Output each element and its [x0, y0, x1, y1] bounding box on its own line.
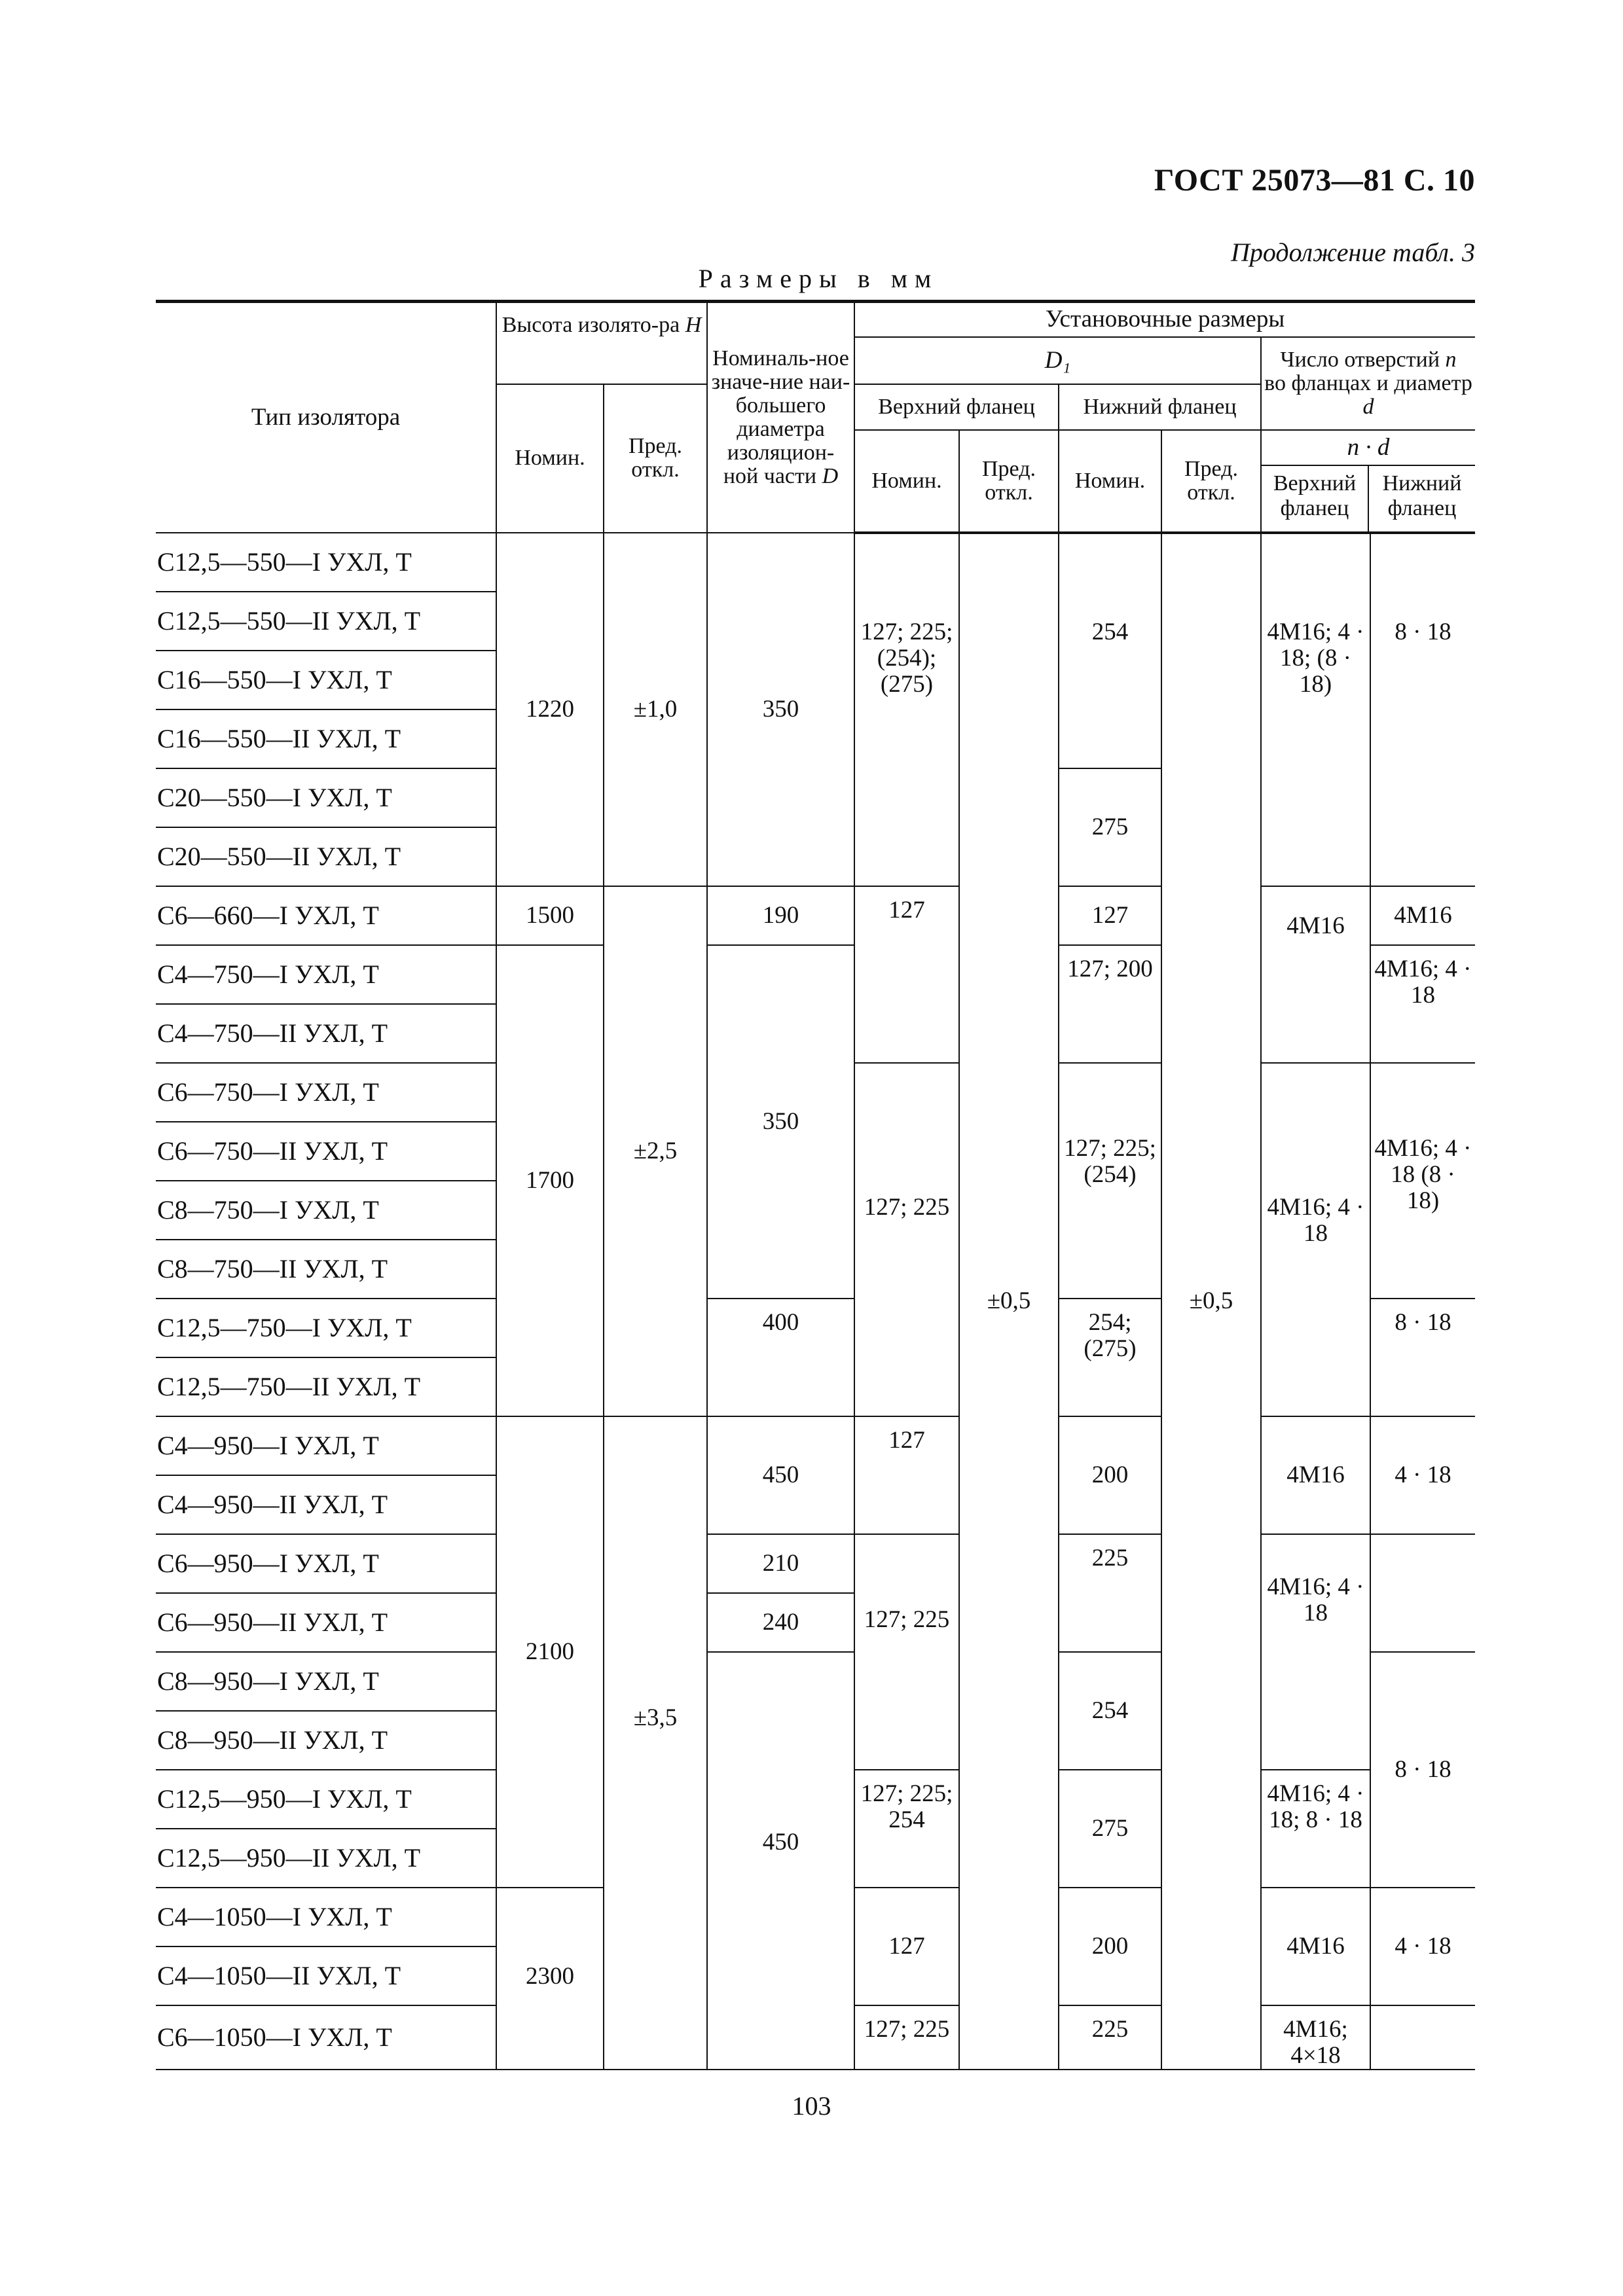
lower-nom-cell: 254 [1059, 1652, 1161, 1770]
header-height-nom: Номин. [496, 384, 604, 533]
table-row-type: С20—550—II УХЛ, Т [156, 827, 496, 886]
table-row-type: С8—750—I УХЛ, Т [156, 1181, 496, 1240]
height-nom-cell: 2100 [496, 1416, 604, 1888]
lower-nom-cell: 127; 225; (254) [1059, 1063, 1161, 1299]
table-row-type: С8—950—II УХЛ, Т [156, 1711, 496, 1770]
height-tol-cell: ±2,5 [604, 886, 707, 1416]
header-lower-tol: Пред. откл. [1161, 430, 1261, 533]
header-diameter: Номиналь-ное значе-ние наи-большего диаметра изоляцион-ной части D [707, 302, 854, 533]
holes-lower-cell: 4 · 18 [1370, 1416, 1475, 1534]
lower-nom-cell: 225 [1059, 2005, 1161, 2070]
holes-upper-cell: 4М16; 4 · 18; (8 · 18) [1261, 533, 1370, 886]
height-tol-cell: ±3,5 [604, 1416, 707, 2070]
header-height: Высота изолято-ра H [496, 302, 707, 384]
table-row-type: С6—660—I УХЛ, Т [156, 886, 496, 945]
table-row-type: С20—550—I УХЛ, Т [156, 768, 496, 827]
upper-nom-cell: 127; 225 [854, 2005, 959, 2070]
diameter-cell: 350 [707, 945, 854, 1299]
holes-lower-cell [1370, 2005, 1475, 2070]
holes-lower-cell: 4 · 18 [1370, 1888, 1475, 2005]
lower-nom-cell: 275 [1059, 768, 1161, 886]
table-row-type: С4—1050—II УХЛ, Т [156, 1946, 496, 2005]
holes-lower-cell: 4М16; 4 · 18 [1370, 945, 1475, 1063]
table-row-type: С6—750—II УХЛ, Т [156, 1122, 496, 1181]
running-head: ГОСТ 25073—81 С. 10 [1154, 163, 1475, 198]
lower-nom-cell: 254; (275) [1059, 1299, 1161, 1416]
table-row-type: С4—950—I УХЛ, Т [156, 1416, 496, 1475]
lower-nom-cell: 127 [1059, 886, 1161, 945]
holes-upper-cell: 4М16 [1261, 886, 1370, 1063]
lower-nom-cell: 127; 200 [1059, 945, 1161, 1063]
lower-nom-cell: 254 [1059, 533, 1161, 768]
height-nom-cell: 2300 [496, 1888, 604, 2070]
upper-nom-cell: 127; 225 [854, 1534, 959, 1770]
height-nom-cell: 1500 [496, 886, 604, 945]
holes-lower-cell: 8 · 18 [1370, 533, 1475, 886]
lower-nom-cell: 200 [1059, 1888, 1161, 2005]
header-holes: Число отверстий n во фланцах и диаметр d [1261, 337, 1475, 430]
holes-upper-cell: 4М16 [1261, 1888, 1370, 2005]
height-tol-cell: ±1,0 [604, 533, 707, 886]
diameter-cell: 450 [707, 1416, 854, 1534]
diameter-cell: 190 [707, 886, 854, 945]
table-row-type: С8—950—I УХЛ, Т [156, 1652, 496, 1711]
holes-lower-cell: 8 · 18 [1370, 1652, 1475, 1888]
holes-upper-cell: 4М16; 4 · 18 [1261, 1063, 1370, 1416]
table-row-type: С12,5—750—I УХЛ, Т [156, 1299, 496, 1357]
table-row-type: С12,5—950—II УХЛ, Т [156, 1829, 496, 1888]
table-row-type: С8—750—II УХЛ, Т [156, 1240, 496, 1299]
header-type: Тип изолятора [156, 302, 496, 533]
units-caption: Размеры в мм [698, 264, 939, 293]
diameter-cell: 450 [707, 1652, 854, 2070]
lower-tol-cell: ±0,5 [1161, 533, 1261, 2070]
holes-lower-cell: 4М16; 4 · 18 (8 · 18) [1370, 1063, 1475, 1299]
lower-nom-cell: 200 [1059, 1416, 1161, 1534]
table-row-type: С16—550—II УХЛ, Т [156, 709, 496, 768]
header-upper-short: Верхний фланец [1262, 466, 1369, 531]
lower-nom-cell: 225 [1059, 1534, 1161, 1652]
height-nom-cell: 1220 [496, 533, 604, 886]
header-height-tol: Пред. откл. [604, 384, 707, 533]
diameter-cell: 350 [707, 533, 854, 886]
header-mounting: Установочные размеры [854, 302, 1475, 337]
page-number: 103 [792, 2091, 831, 2121]
holes-upper-cell: 4М16; 4 · 18 [1261, 1534, 1370, 1770]
table-row-type: С12,5—750—II УХЛ, Т [156, 1357, 496, 1416]
header-lower-flange: Нижний фланец [1059, 384, 1261, 430]
holes-lower-cell: 4М16 [1370, 886, 1475, 945]
header-lower-short: Нижний фланец [1382, 471, 1462, 520]
upper-nom-cell: 127; 225; 254 [854, 1770, 959, 1888]
table-continuation-note: Продолжение табл. 3 [1230, 238, 1475, 267]
diameter-cell: 210 [707, 1534, 854, 1593]
header-nd: n · d [1262, 431, 1475, 466]
table-row-type: С6—950—I УХЛ, Т [156, 1534, 496, 1593]
lower-nom-cell: 275 [1059, 1770, 1161, 1888]
table-row-type: С4—750—II УХЛ, Т [156, 1004, 496, 1063]
insulator-dimensions-table [156, 300, 1475, 2070]
header-lower-nom: Номин. [1059, 430, 1161, 533]
holes-upper-cell: 4М16; 4×18 [1261, 2005, 1370, 2070]
table-row-type: С12,5—550—I УХЛ, Т [156, 533, 496, 592]
diameter-cell: 400 [707, 1299, 854, 1416]
upper-nom-cell: 127; 225; (254); (275) [854, 533, 959, 886]
height-nom-cell: 1700 [496, 945, 604, 1416]
diameter-cell: 240 [707, 1593, 854, 1652]
table-row-type: С12,5—950—I УХЛ, Т [156, 1770, 496, 1829]
holes-lower-cell: 8 · 18 [1370, 1299, 1475, 1416]
upper-tol-cell: ±0,5 [959, 533, 1059, 2070]
header-upper-tol: Пред. откл. [959, 430, 1059, 533]
holes-lower-cell [1370, 1534, 1475, 1652]
table-row-type: С12,5—550—II УХЛ, Т [156, 592, 496, 651]
table-row-type: С6—950—II УХЛ, Т [156, 1593, 496, 1652]
holes-upper-cell: 4М16; 4 · 18; 8 · 18 [1261, 1770, 1370, 1888]
upper-nom-cell: 127; 225 [854, 1063, 959, 1416]
header-upper-flange: Верхний фланец [854, 384, 1059, 430]
header-upper-nom: Номин. [854, 430, 959, 533]
header-nd-group [1261, 430, 1475, 533]
upper-nom-cell: 127 [854, 1416, 959, 1534]
table-row-type: С4—750—I УХЛ, Т [156, 945, 496, 1004]
table-row-type: С4—1050—I УХЛ, Т [156, 1888, 496, 1946]
table-row-type: С4—950—II УХЛ, Т [156, 1475, 496, 1534]
upper-nom-cell: 127 [854, 886, 959, 1063]
table-row-type: С16—550—I УХЛ, Т [156, 651, 496, 709]
header-d1: D₁ [854, 337, 1261, 384]
table-row-type: С6—1050—I УХЛ, Т [156, 2005, 496, 2070]
holes-upper-cell: 4М16 [1261, 1416, 1370, 1534]
upper-nom-cell: 127 [854, 1888, 959, 2005]
table-row-type: С6—750—I УХЛ, Т [156, 1063, 496, 1122]
